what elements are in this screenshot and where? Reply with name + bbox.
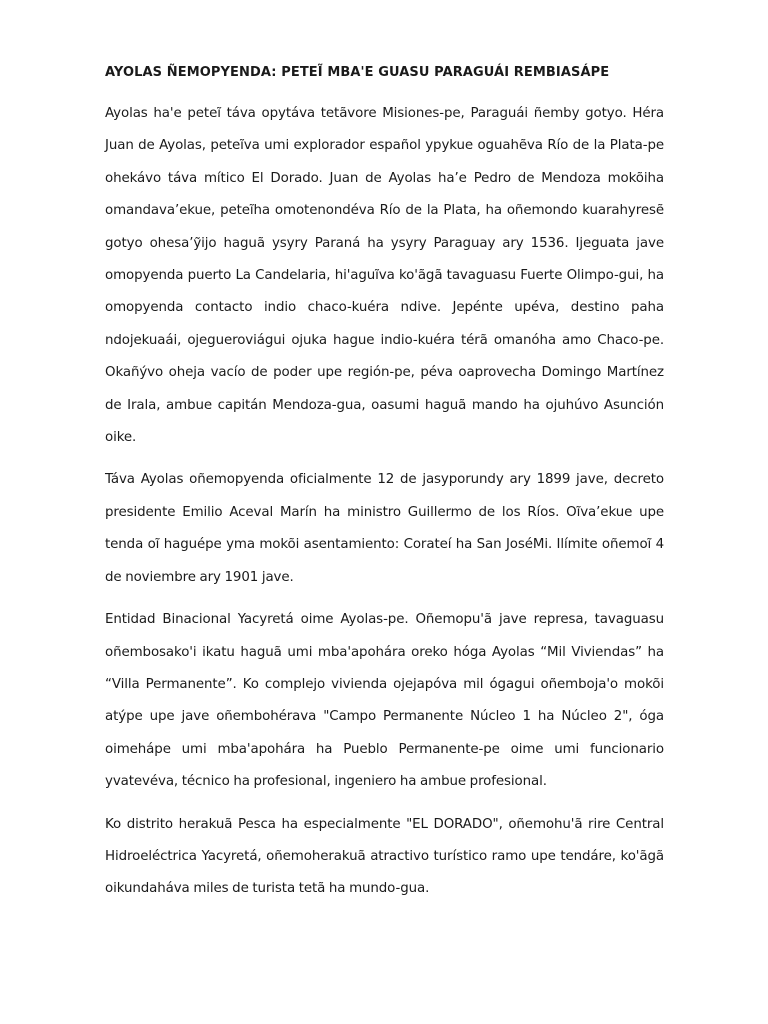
paragraph-1: Ayolas ha'e peteĩ táva opytáva tetãvore Misiones-pe, Paraguái ñemby gotyo. Héra Juan de Ayolas, peteĩva umi explorador español ypykue oguahẽva Río de la Plata-pe ohekávo táva mítico El Dorado. Juan de Ayolas ha’e Pedro de Mendoza mokõiha omandava’ekue, peteĩha omotenondéva Río de la Plata, ha oñemondo kuarahyresẽ gotyo ohesa’ỹijo haguã ysyry Paraná ha ysyry Paraguay ary 1536. Ijeguata jave omopyenda puerto La Candelaria, hi'aguĩva ko'ãgã tavaguasu Fuerte Olimpo-gui, ha omopyenda contacto indio chaco-kuéra ndive. Jepénte upéva, destino paha ndojekuaái, ojegueroviágui ojuka hague indio-kuéra térã omanóha amo Chaco-pe. Okañývo oheja vacío de poder upe región-pe, péva oaprovecha Domingo Martínez de Irala, ambue capitán Mendoza-gua, oasumi haguã mando ha ojuhúvo Asunción oike. [105, 106, 664, 446]
paragraph-2: Táva Ayolas oñemopyenda oficialmente 12 de jasyporundy ary 1899 jave, decreto presidente Emilio Aceval Marín ha ministro Guillermo de los Ríos. Oĩva’ekue upe tenda oĩ haguépe yma mokõi asentamiento: Corateí ha San JoséMi. Ilímite oñemoĩ 4 de noviembre ary 1901 jave. [105, 472, 664, 585]
paragraph-3: Entidad Binacional Yacyretá oime Ayolas-pe. Oñemopu'ã jave represa, tavaguasu oñembosako'i ikatu haguã umi mba'apohára oreko hóga Ayolas “Mil Viviendas” ha “Villa Permanente”. Ko complejo vivienda ojejapóva mil ógagui oñemboja'o mokõi atýpe upe jave oñembohérava "Campo Permanente Núcleo 1 ha Núcleo 2", óga oimehápe umi mba'apohára ha Pueblo Permanente-pe oime umi funcionario yvatevéva, técnico ha profesional, ingeniero ha ambue profesional. [105, 612, 664, 790]
document-page [105, 62, 664, 916]
paragraph-4: Ko distrito herakuã Pesca ha especialmente "EL DORADO", oñemohu'ã rire Central Hidroeléctrica Yacyretá, oñemoherakuã atractivo turístico ramo upe tendáre, ko'ãgã oikundaháva miles de turista tetã ha mundo-gua. [105, 816, 664, 897]
document-title: AYOLAS ÑEMOPYENDA: PETEĨ MBA'E GUASU PARAGUÁI REMBIASÁPE [105, 65, 610, 80]
